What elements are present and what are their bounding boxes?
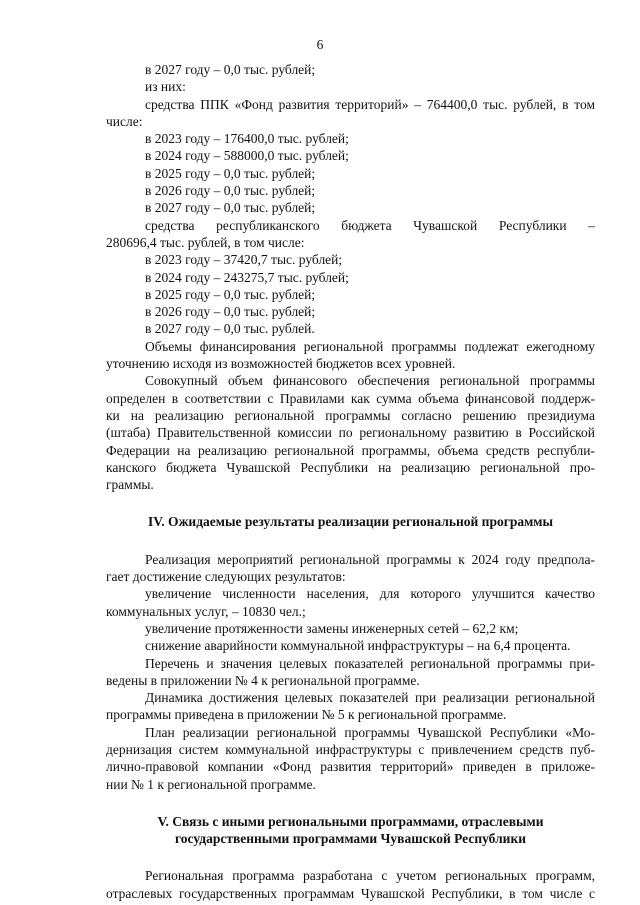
text-line: Динамика достижения целевых показателей при реализации региональной [145,690,595,706]
text-line: в 2027 году – 0,0 тыс. рублей; [145,200,316,216]
page-number: 6 [316,37,324,52]
text-line: 280696,4 тыс. рублей, в том числе: [106,234,305,250]
text-line: снижение аварийности коммунальной инфраструктуры – на 6,4 процента. [145,638,571,654]
text-line: канского бюджета Чувашской Республики на реализацию региональной про- [106,459,595,475]
text-line: (штаба) Правительственной комиссии по региональному развитию в Российской [106,425,595,441]
text-line: увеличение протяженности замены инженерных сетей – 62,2 км; [145,620,519,636]
text-line: ведены в приложении № 4 к региональной программе. [106,672,420,688]
text-line: в 2026 году – 0,0 тыс. рублей; [145,304,316,320]
text-line: ки на реализацию региональной программы согласно решению президиума [106,407,595,423]
section-heading-v-line2: государственными программами Чувашской Республики [175,831,526,847]
text-line: Объемы финансирования региональной программы подлежат ежегодному [145,338,595,354]
text-line: в 2026 году – 0,0 тыс. рублей; [145,183,316,199]
text-line: граммы. [106,477,154,493]
text-line: числе: [106,113,143,129]
text-line: лично-правовой компании «Фонд развития территорий» приведен в приложе- [106,759,595,775]
section-heading-v-line1: V. Связь с иными региональными программами, отраслевыми [157,813,544,829]
text-line: отраслевых государственных программам Чувашской Республики, в том числе с [106,885,595,901]
text-line: Федерации на реализацию региональной программы, объема средств республи- [106,442,595,458]
text-line: средства ППК «Фонд развития территорий» – 764400,0 тыс. рублей, в том [145,96,595,112]
text-line: дернизация систем коммунальной инфраструктуры с привлечением средств пуб- [106,741,595,757]
text-line: средства республиканского бюджета Чувашской Республики – [145,217,595,233]
text-line: Региональная программа разработана с учетом региональных программ, [145,868,595,884]
text-line: программы приведена в приложении № 5 к региональной программе. [106,707,507,723]
text-line: Перечень и значения целевых показателей региональной программы при- [145,655,595,671]
section-heading-iv: IV. Ожидаемые результаты реализации региональной программы [147,514,554,530]
text-line: нии № 1 к региональной программе. [106,776,316,792]
text-line: План реализации региональной программы Чувашской Республики «Мо- [145,724,595,740]
text-line: определен в соответствии с Правилами как сумма объема финансовой поддерж- [106,390,595,406]
text-line: в 2024 году – 243275,7 тыс. рублей; [145,269,349,285]
text-line: в 2027 году – 0,0 тыс. рублей; [145,62,316,77]
text-line: в 2025 году – 0,0 тыс. рублей; [145,165,316,181]
text-line: гает достижение следующих результатов: [106,569,346,585]
text-line: в 2023 году – 37420,7 тыс. рублей; [145,252,343,268]
text-line: увеличение численности населения, для которого улучшится качество [145,586,595,602]
text-line: Реализация мероприятий региональной программы к 2024 году предпола- [145,551,595,567]
text-line: в 2025 году – 0,0 тыс. рублей; [145,286,316,302]
text-line: в 2024 году – 588000,0 тыс. рублей; [145,148,349,164]
text-line: в 2027 году – 0,0 тыс. рублей. [145,321,315,337]
text-line: из них: [145,79,186,95]
text-line: Совокупный объем финансового обеспечения региональной программы [145,373,595,389]
document-body [106,61,595,902]
text-line: уточнению исходя из возможностей бюджетов всех уровней. [106,356,456,372]
text-line: коммунальных услуг, – 10830 чел.; [106,603,306,619]
text-line: в 2023 году – 176400,0 тыс. рублей; [145,131,349,147]
